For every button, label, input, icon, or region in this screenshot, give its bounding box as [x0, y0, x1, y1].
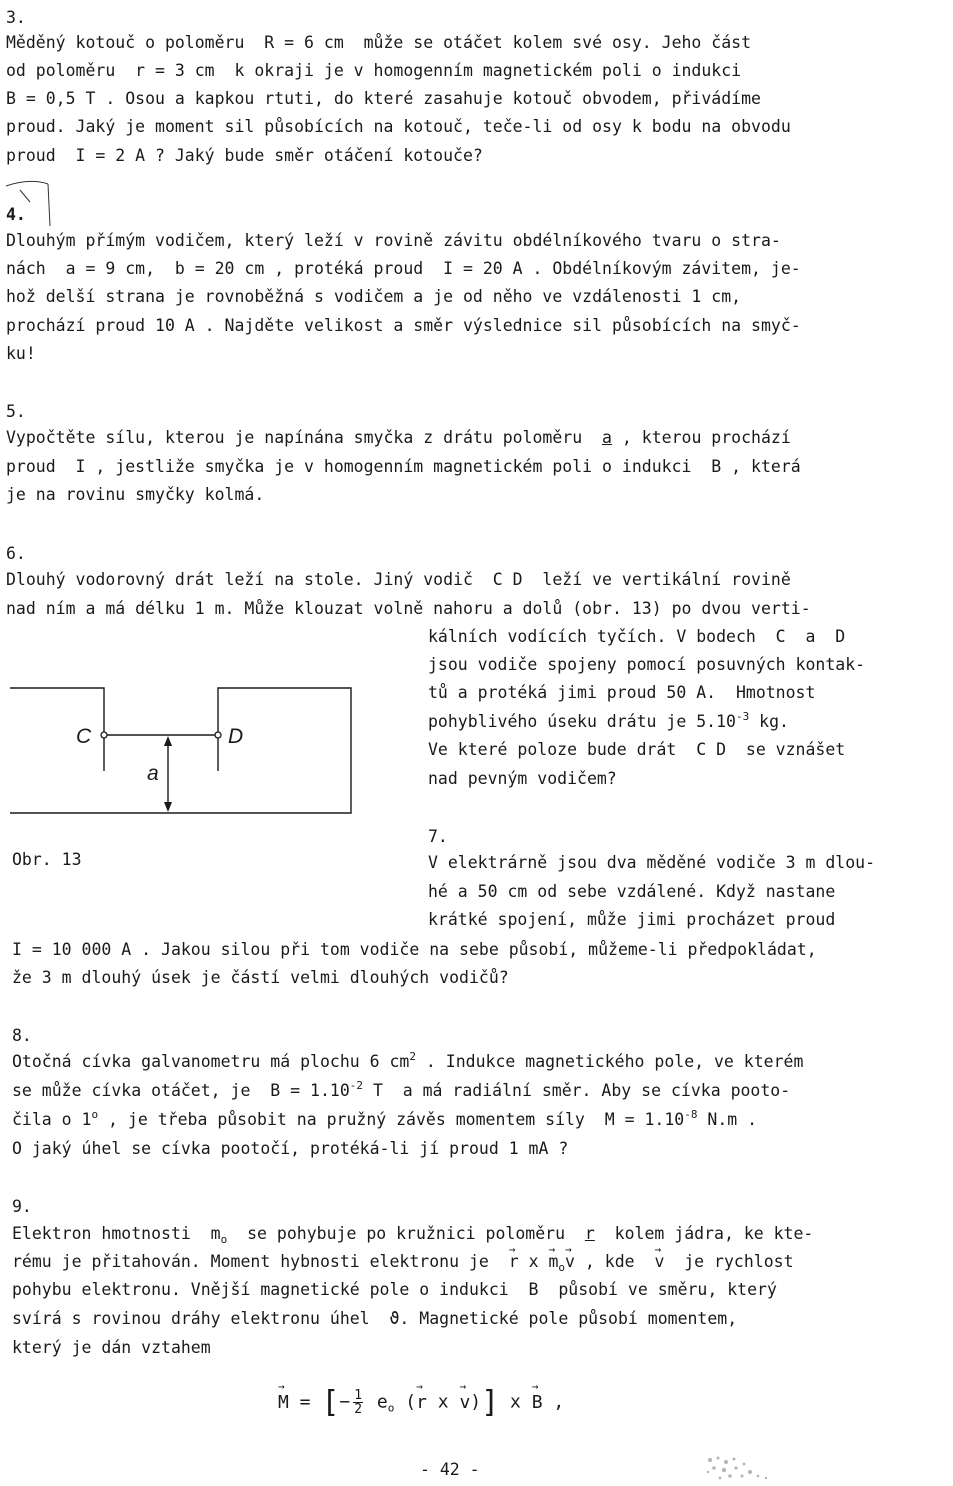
problem-6-line-2: nad ním a má délku 1 m. Může klouzat volně nahoru a dolů (obr. 13) po dvou verti-	[6, 599, 811, 618]
problem-9-line-1: Elektron hmotnosti $m_o$ se pohybuje po kružnici poloměru r kolem jádra, ke kte-	[12, 1224, 814, 1246]
problem-6-line-7: Ve které poloze bude drát C D se vznášet	[428, 740, 846, 759]
label-a: a	[147, 762, 159, 785]
problem-5-number: 5.	[6, 402, 26, 421]
fraction-one-half: $\frac{1}{2}$	[354, 1388, 363, 1417]
figure-13	[0, 675, 370, 825]
label-c: C	[76, 725, 92, 748]
problem-5-line-3: je na rovinu smyčky kolmá.	[6, 485, 265, 504]
stamp-mark	[700, 1450, 780, 1486]
problem-6-number: 6.	[6, 544, 26, 563]
problem-9-line-2: rému je přitahován. Moment hybnosti elektronu je → r $x \to m_o\to v$ , kde → v je rychlost	[12, 1252, 794, 1272]
problem-7-line-4: I = 10 000 A . Jakou silou při tom vodiče na sebe působí, můžeme-li předpokládat,	[12, 940, 817, 959]
problem-7-number: 7.	[428, 827, 448, 846]
moment-formula: → M = [− $\frac{1}{2}$ $e_o$ (→ r x → v)] x → B ,	[278, 1385, 564, 1420]
contact-c	[101, 732, 107, 738]
contact-d	[215, 732, 221, 738]
problem-6-line-1: Dlouhý vodorovný drát leží na stole. Jiný vodič C D leží ve vertikální rovině	[6, 570, 791, 589]
figure-caption: Obr. 13	[12, 850, 82, 869]
problem-7-line-5: že 3 m dlouhý úsek je částí velmi dlouhých vodičů?	[12, 968, 509, 987]
problem-6-line-5: tů a protéká jimi proud 50 A. Hmotnost	[428, 683, 816, 702]
problem-3-line-5: proud I = 2 A ? Jaký bude směr otáčení kotouče?	[6, 146, 483, 165]
problem-6-line-4: jsou vodiče spojeny pomocí posuvných kontak-	[428, 655, 866, 674]
label-d: D	[228, 725, 244, 748]
problem-3-line-4: proud. Jaký je moment sil působících na kotouč, teče-li od osy k bodu na obvodu	[6, 117, 791, 136]
problem-4-line-4: prochází proud 10 A . Najděte velikost a směr výslednice sil působících na smyč-	[6, 316, 801, 335]
problem-4-number: 4.	[6, 205, 26, 224]
problem-9-line-5: který je dán vztahem	[12, 1338, 211, 1357]
problem-7-line-2: hé a 50 cm od sebe vzdálené. Když nastane	[428, 882, 836, 901]
problem-6-line-mass: pohyblivého úseku drátu je $5.10^{-3}$ kg.	[428, 710, 789, 731]
problem-9-number: 9.	[12, 1197, 32, 1216]
problem-4-line-2: nách a = 9 cm, b = 20 cm , protéká proud I = 20 A . Obdélníkovým závitem, je-	[6, 259, 801, 278]
problem-8-line-4: O jaký úhel se cívka pootočí, protéká-li jí proud 1 mA ?	[12, 1139, 569, 1158]
problem-4-line-1: Dlouhým přímým vodičem, který leží v rovině závitu obdélníkového tvaru o stra-	[6, 231, 781, 250]
problem-7-line-1: V elektrárně jsou dva měděné vodiče 3 m dlou-	[428, 853, 876, 872]
problem-8-line-1: Otočná cívka galvanometru má plochu 6 $cm^2$ . Indukce magnetického pole, ve kterém	[12, 1050, 804, 1071]
problem-5-line-2: proud I , jestliže smyčka je v homogenním magnetickém poli o indukci B , která	[6, 457, 801, 476]
problem-3-line-2: od poloměru r = 3 cm k okraji je v homogenním magnetickém poli o indukci	[6, 61, 742, 80]
problem-3-number: 3.	[6, 8, 26, 27]
problem-4-line-3: hož delší strana je rovnoběžná s vodičem a je od něho ve vzdálenosti 1 cm,	[6, 287, 742, 306]
problem-8-line-3: čila o 1$^o$ , je třeba působit na pružný závěs momentem síly $M = 1.10^{-8}$ N.m .	[12, 1108, 758, 1129]
problem-8-line-2: se může cívka otáčet, je $B = 1.10^{-2}$ T a má radiální směr. Aby se cívka pooto-	[12, 1079, 791, 1100]
problem-6-line-3: kálních vodících tyčích. V bodech C a D	[428, 627, 846, 646]
problem-4-line-5: ku!	[6, 344, 36, 363]
problem-8-number: 8.	[12, 1026, 32, 1045]
problem-9-line-3: pohybu elektronu. Vnější magnetické pole o indukci B působí ve směru, který	[12, 1280, 777, 1299]
problem-3-line-3: B = 0,5 T . Osou a kapkou rtuti, do které zasahuje kotouč obvodem, přivádíme	[6, 89, 761, 108]
problem-9-line-4: svírá s rovinou dráhy elektronu úhel ϑ. Magnetické pole působí momentem,	[12, 1309, 738, 1328]
page-number: - 42 -	[420, 1460, 480, 1479]
problem-7-line-3: krátké spojení, může jimi procházet proud	[428, 910, 836, 929]
problem-3-line-1: Měděný kotouč o poloměru R = 6 cm může se otáčet kolem své osy. Jeho část	[6, 33, 752, 52]
problem-6-line-8: nad pevným vodičem?	[428, 769, 617, 788]
problem-5-line-1: Vypočtěte sílu, kterou je napínána smyčka z drátu poloměru a , kterou prochází	[6, 428, 791, 447]
circuit-right-rail	[10, 688, 351, 813]
